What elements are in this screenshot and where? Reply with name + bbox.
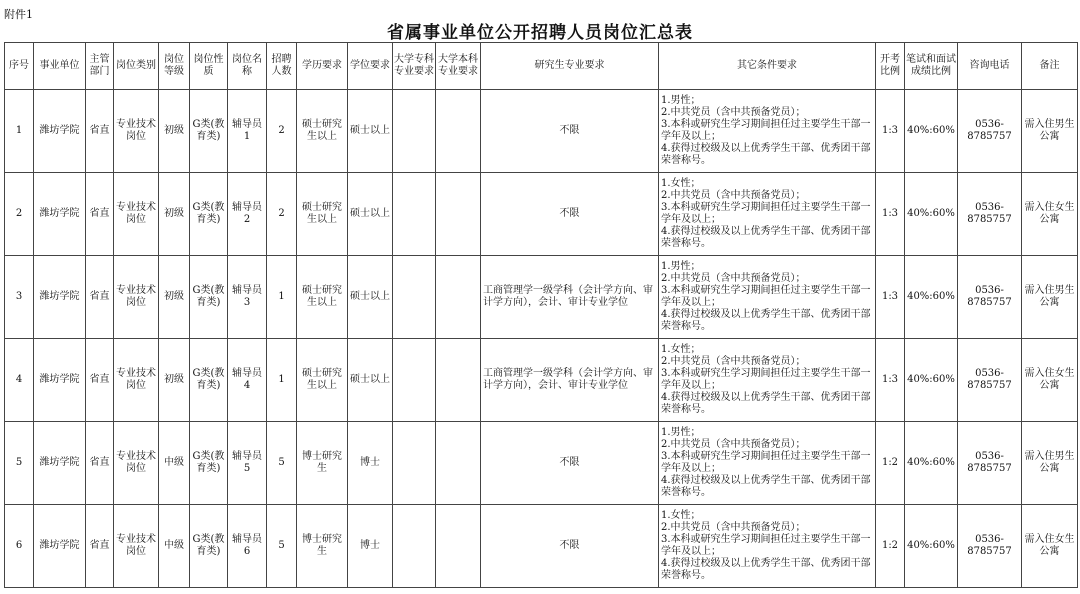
requirement-line: 4.获得过校级及以上优秀学生干部、优秀团干部荣誉称号。 [661, 226, 871, 249]
requirement-line: 3.本科或研究生学习期间担任过主要学生干部一学年及以上； [661, 534, 871, 557]
positions-table [4, 42, 1078, 588]
cell-count: 5 [267, 422, 297, 505]
cell-note: 需入住男生公寓 [1022, 256, 1078, 339]
cell-nature: G类(教育类) [190, 256, 228, 339]
cell-score: 40%:60% [905, 256, 958, 339]
table-row [5, 173, 1078, 256]
cell-ratio: 1:3 [876, 256, 905, 339]
requirement-line: 4.获得过校级及以上优秀学生干部、优秀团干部荣誉称号。 [661, 392, 871, 415]
requirement-line: 3.本科或研究生学习期间担任过主要学生干部一学年及以上； [661, 368, 871, 391]
table-body [5, 90, 1078, 588]
cell-count: 2 [267, 90, 297, 173]
cell-grad: 不限 [481, 90, 659, 173]
cell-note: 需入住男生公寓 [1022, 422, 1078, 505]
cell-phone: 0536-8785757 [958, 90, 1022, 173]
table-row [5, 256, 1078, 339]
cell-count: 1 [267, 256, 297, 339]
header-row [5, 43, 1078, 90]
column-header: 事业单位 [34, 43, 86, 90]
cell-ratio: 1:3 [876, 339, 905, 422]
cell-level: 中级 [159, 422, 190, 505]
cell-count: 5 [267, 505, 297, 588]
cell-name: 辅导员1 [228, 90, 267, 173]
cell-count: 1 [267, 339, 297, 422]
table-row [5, 90, 1078, 173]
column-header: 学位要求 [348, 43, 393, 90]
cell-college [393, 173, 436, 256]
cell-unit: 潍坊学院 [34, 505, 86, 588]
cell-dept: 省直 [86, 90, 114, 173]
cell-no: 3 [5, 256, 34, 339]
column-header: 招聘人数 [267, 43, 297, 90]
attachment-label: 附件1 [4, 8, 33, 21]
cell-note: 需入住女生公寓 [1022, 505, 1078, 588]
cell-bachelor [436, 90, 481, 173]
requirement-line: 3.本科或研究生学习期间担任过主要学生干部一学年及以上； [661, 285, 871, 308]
cell-unit: 潍坊学院 [34, 422, 86, 505]
requirement-line: 3.本科或研究生学习期间担任过主要学生干部一学年及以上； [661, 451, 871, 474]
cell-grad: 不限 [481, 422, 659, 505]
cell-unit: 潍坊学院 [34, 256, 86, 339]
cell-no: 2 [5, 173, 34, 256]
cell-degree: 硕士以上 [348, 90, 393, 173]
cell-edu: 博士研究生 [297, 505, 348, 588]
requirement-line: 1.男性； [661, 261, 701, 272]
column-header: 岗位名称 [228, 43, 267, 90]
cell-level: 初级 [159, 173, 190, 256]
cell-college [393, 339, 436, 422]
cell-name: 辅导员6 [228, 505, 267, 588]
cell-level: 初级 [159, 90, 190, 173]
cell-category: 专业技术岗位 [114, 422, 159, 505]
requirement-line: 3.本科或研究生学习期间担任过主要学生干部一学年及以上； [661, 119, 871, 142]
cell-score: 40%:60% [905, 422, 958, 505]
column-header: 岗位类别 [114, 43, 159, 90]
cell-other [659, 422, 876, 505]
cell-category: 专业技术岗位 [114, 173, 159, 256]
cell-bachelor [436, 256, 481, 339]
cell-category: 专业技术岗位 [114, 90, 159, 173]
cell-dept: 省直 [86, 505, 114, 588]
cell-unit: 潍坊学院 [34, 173, 86, 256]
cell-category: 专业技术岗位 [114, 256, 159, 339]
cell-level: 初级 [159, 256, 190, 339]
column-header: 其它条件要求 [659, 43, 876, 90]
requirement-line: 2.中共党员（含中共预备党员）； [661, 522, 806, 533]
column-header: 开考比例 [876, 43, 905, 90]
cell-no: 6 [5, 505, 34, 588]
cell-name: 辅导员5 [228, 422, 267, 505]
requirement-line: 2.中共党员（含中共预备党员）； [661, 273, 806, 284]
requirement-line: 1.男性； [661, 427, 701, 438]
cell-ratio: 1:3 [876, 90, 905, 173]
cell-name: 辅导员2 [228, 173, 267, 256]
cell-note: 需入住女生公寓 [1022, 173, 1078, 256]
cell-bachelor [436, 339, 481, 422]
cell-degree: 博士 [348, 505, 393, 588]
requirement-line: 2.中共党员（含中共预备党员）； [661, 190, 806, 201]
requirement-line: 2.中共党员（含中共预备党员）； [661, 439, 806, 450]
cell-dept: 省直 [86, 256, 114, 339]
cell-no: 4 [5, 339, 34, 422]
cell-count: 2 [267, 173, 297, 256]
cell-other [659, 505, 876, 588]
cell-other [659, 90, 876, 173]
cell-phone: 0536-8785757 [958, 173, 1022, 256]
cell-nature: G类(教育类) [190, 505, 228, 588]
cell-dept: 省直 [86, 339, 114, 422]
column-header: 岗位等级 [159, 43, 190, 90]
requirement-line: 1.女性； [661, 178, 701, 189]
cell-bachelor [436, 173, 481, 256]
cell-degree: 硕士以上 [348, 339, 393, 422]
cell-no: 5 [5, 422, 34, 505]
table-row [5, 422, 1078, 505]
cell-degree: 硕士以上 [348, 256, 393, 339]
cell-score: 40%:60% [905, 339, 958, 422]
cell-grad: 不限 [481, 505, 659, 588]
cell-college [393, 90, 436, 173]
column-header: 大学专科专业要求 [393, 43, 436, 90]
cell-grad: 工商管理学一级学科（会计学方向、审计学方向），会计、审计专业学位 [481, 256, 659, 339]
cell-nature: G类(教育类) [190, 90, 228, 173]
requirement-line: 1.女性； [661, 510, 701, 521]
cell-score: 40%:60% [905, 90, 958, 173]
column-header: 学历要求 [297, 43, 348, 90]
cell-bachelor [436, 422, 481, 505]
cell-ratio: 1:2 [876, 422, 905, 505]
cell-unit: 潍坊学院 [34, 90, 86, 173]
requirement-line: 3.本科或研究生学习期间担任过主要学生干部一学年及以上； [661, 202, 871, 225]
cell-nature: G类(教育类) [190, 339, 228, 422]
cell-edu: 硕士研究生以上 [297, 90, 348, 173]
cell-bachelor [436, 505, 481, 588]
requirement-line: 2.中共党员（含中共预备党员）； [661, 107, 806, 118]
requirement-line: 4.获得过校级及以上优秀学生干部、优秀团干部荣誉称号。 [661, 143, 871, 166]
cell-nature: G类(教育类) [190, 422, 228, 505]
cell-no: 1 [5, 90, 34, 173]
cell-degree: 博士 [348, 422, 393, 505]
cell-category: 专业技术岗位 [114, 339, 159, 422]
cell-nature: G类(教育类) [190, 173, 228, 256]
requirement-line: 1.女性； [661, 344, 701, 355]
column-header: 主管部门 [86, 43, 114, 90]
cell-college [393, 422, 436, 505]
column-header: 笔试和面试成绩比例 [905, 43, 958, 90]
cell-edu: 博士研究生 [297, 422, 348, 505]
cell-phone: 0536-8785757 [958, 505, 1022, 588]
cell-score: 40%:60% [905, 173, 958, 256]
cell-college [393, 256, 436, 339]
cell-college [393, 505, 436, 588]
cell-phone: 0536-8785757 [958, 339, 1022, 422]
cell-grad: 不限 [481, 173, 659, 256]
cell-dept: 省直 [86, 173, 114, 256]
requirement-line: 2.中共党员（含中共预备党员）； [661, 356, 806, 367]
cell-ratio: 1:2 [876, 505, 905, 588]
column-header: 岗位性质 [190, 43, 228, 90]
cell-edu: 硕士研究生以上 [297, 339, 348, 422]
cell-name: 辅导员3 [228, 256, 267, 339]
column-header: 序号 [5, 43, 34, 90]
cell-other [659, 173, 876, 256]
cell-edu: 硕士研究生以上 [297, 173, 348, 256]
column-header: 大学本科专业要求 [436, 43, 481, 90]
column-header: 备注 [1022, 43, 1078, 90]
cell-level: 初级 [159, 339, 190, 422]
cell-note: 需入住女生公寓 [1022, 339, 1078, 422]
cell-other [659, 339, 876, 422]
cell-other [659, 256, 876, 339]
cell-degree: 硕士以上 [348, 173, 393, 256]
requirement-line: 1.男性； [661, 95, 701, 106]
page-title: 省属事业单位公开招聘人员岗位汇总表 [387, 23, 693, 43]
requirement-line: 4.获得过校级及以上优秀学生干部、优秀团干部荣誉称号。 [661, 475, 871, 498]
cell-ratio: 1:3 [876, 173, 905, 256]
cell-phone: 0536-8785757 [958, 422, 1022, 505]
table-row [5, 505, 1078, 588]
column-header: 研究生专业要求 [481, 43, 659, 90]
column-header: 咨询电话 [958, 43, 1022, 90]
requirement-line: 4.获得过校级及以上优秀学生干部、优秀团干部荣誉称号。 [661, 558, 871, 581]
cell-unit: 潍坊学院 [34, 339, 86, 422]
cell-edu: 硕士研究生以上 [297, 256, 348, 339]
requirement-line: 4.获得过校级及以上优秀学生干部、优秀团干部荣誉称号。 [661, 309, 871, 332]
cell-note: 需入住男生公寓 [1022, 90, 1078, 173]
cell-dept: 省直 [86, 422, 114, 505]
cell-grad: 工商管理学一级学科（会计学方向、审计学方向），会计、审计专业学位 [481, 339, 659, 422]
cell-phone: 0536-8785757 [958, 256, 1022, 339]
cell-name: 辅导员4 [228, 339, 267, 422]
table-row [5, 339, 1078, 422]
cell-category: 专业技术岗位 [114, 505, 159, 588]
cell-level: 中级 [159, 505, 190, 588]
cell-score: 40%:60% [905, 505, 958, 588]
